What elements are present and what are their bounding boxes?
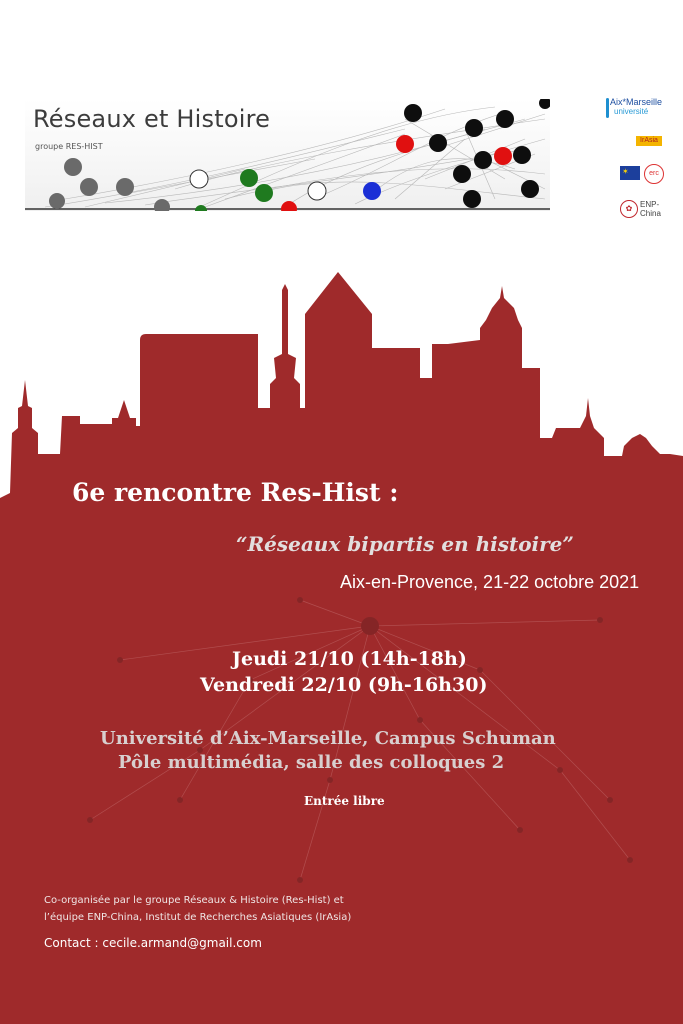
- organizers-line-2: l’équipe ENP-China, Institut de Recherches Asiatiques (IrAsia): [44, 912, 352, 923]
- header-banner: [25, 99, 550, 211]
- admission-note: Entrée libre: [304, 794, 385, 808]
- event-day-2: Vendredi 22/10 (9h-16h30): [200, 674, 488, 696]
- event-place-date: Aix-en-Provence, 21-22 octobre 2021: [340, 572, 640, 592]
- banner-title: Réseaux et Histoire: [33, 105, 271, 133]
- enp-china-mark-icon: ✿: [620, 200, 638, 218]
- venue-line-1: Université d’Aix-Marseille, Campus Schuman: [100, 728, 556, 749]
- venue-line-2: Pôle multimédia, salle des colloques 2: [118, 752, 505, 773]
- erc-logo: erc: [644, 164, 664, 184]
- irasia-logo: IrAsia: [636, 136, 662, 146]
- eu-flag-icon: ✶: [620, 166, 640, 180]
- event-day-1: Jeudi 21/10 (14h-18h): [232, 648, 467, 670]
- event-theme: “Réseaux bipartis en histoire”: [236, 532, 574, 556]
- enp-china-logo: ENP- China: [640, 200, 661, 218]
- banner-subtitle: groupe RES-HIST: [35, 142, 103, 151]
- partner-logos: [606, 96, 676, 226]
- contact-email[interactable]: Contact : cecile.armand@gmail.com: [44, 936, 262, 950]
- event-title: 6e rencontre Res-Hist :: [72, 478, 399, 507]
- organizers-line-1: Co-organisée par le groupe Réseaux & Histoire (Res-Hist) et: [44, 895, 344, 906]
- aix-marseille-universite-logo: Aix*Marseille université: [610, 98, 662, 116]
